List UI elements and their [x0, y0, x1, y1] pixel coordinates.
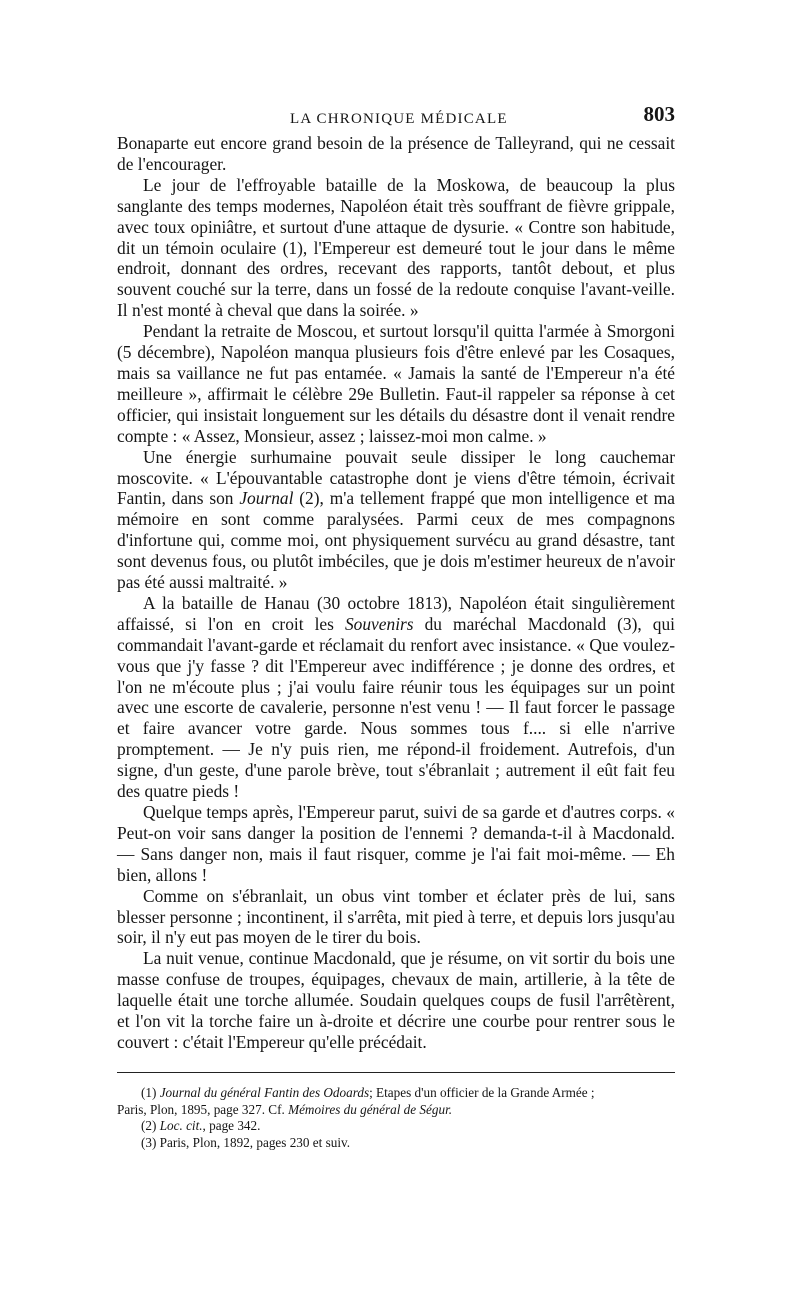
- running-head: [117, 102, 675, 132]
- footnote-text: , page 342.: [202, 1118, 261, 1134]
- running-title: LA CHRONIQUE MÉDICALE: [290, 111, 508, 127]
- paragraph: Pendant la retraite de Moscou, et surtout lorsqu'il quitta l'armée à Smorgoni (5 décembre), Napoléon manqua plusieurs fois d'être enlevé par les Cosaques, mais sa vaillance ne fut pas entamée. « Jamais la santé de l'Empereur n'a été meilleure », affirmait le célèbre 29e Bulletin. Faut-il rappeler sa réponse à cet officier, qui insistait longuement sur les détails du désastre dont il venait rendre compte : « Assez, Monsieur, assez ; laissez-moi mon calme. »: [117, 321, 675, 446]
- footnote-1: [117, 1085, 675, 1102]
- paragraph: [117, 593, 675, 802]
- paragraph: Bonaparte eut encore grand besoin de la présence de Talleyrand, qui ne cessait de l'encourager.: [117, 133, 675, 174]
- paragraph-text: A la bataille de Hanau (30 octobre 1813), Napoléon était singulièrement affaissé, si l'on en croit les: [117, 592, 675, 634]
- paragraph: Quelque temps après, l'Empereur parut, suivi de sa garde et d'autres corps. « Peut-on voir sans danger la position de l'ennemi ? demanda-t-il à Macdonald. — Sans danger non, mais il faut risquer, comme je l'ai fait moi-même. — Eh bien, allons !: [117, 802, 675, 885]
- footnotes: [117, 1085, 675, 1151]
- journal-title: Journal: [239, 488, 294, 509]
- paragraph: [117, 447, 675, 593]
- body-text: [117, 133, 675, 1053]
- paragraph-text: du maréchal Macdonald (3), qui commandait l'avant-garde et réclamait du renfort avec insistance. « Que voulez-vous que j'y fasse ? dit l'Empereur avec indifférence ; je donne des ordres, et l'on ne m'écoute plus ; j'ai voulu faire réunir tous les équipages sur un point avec une escorte de cavalerie, personne n'est venu ! — Il faut forcer le passage et faire avancer votre garde. Nous sommes tous f.... si elle n'arrive promptement. — Je n'y puis rien, me répond-il froidement. Autrefois, d'un signe, d'un geste, d'une parole brève, tout s'ébranlait ; autrement il eût fait feu des quatre pieds !: [117, 613, 675, 802]
- footnote-title: Loc. cit.: [159, 1118, 203, 1134]
- footnote-2: [117, 1118, 675, 1135]
- footnote-divider: [117, 1072, 675, 1073]
- footnote-title: Journal du général Fantin des Odoards: [159, 1085, 370, 1100]
- footnote-3: (3) Paris, Plon, 1892, pages 230 et suiv.: [141, 1134, 351, 1150]
- footnote-text: Paris, Plon, 1895, page 327. Cf.: [117, 1101, 289, 1117]
- souvenirs-title: Souvenirs: [344, 613, 414, 634]
- footnote-1-continued: [117, 1102, 675, 1119]
- footnote-title: Mémoires du général de Ségur.: [288, 1101, 453, 1117]
- page-number: 803: [643, 102, 675, 126]
- paragraph: Le jour de l'effroyable bataille de la Moskowa, de beaucoup la plus sanglante des temps modernes, Napoléon était très souffrant de fièvre grippale, avec toux opiniâtre, et surtout d'une attaque de dysurie. « Contre son habitude, dit un témoin oculaire (1), l'Empereur est demeuré tout le jour dans le même endroit, donnant des ordres, recevant des rapports, tantôt debout, et plus souvent couché sur la terre, dans un fossé de la redoute conquise l'avant-veille. Il n'est monté à cheval que dans la soirée. »: [117, 174, 675, 321]
- footnote-number: (2): [141, 1118, 157, 1134]
- paragraph-text: (2), m'a tellement frappé que mon intelligence et ma mémoire en sont comme paralysées. Parmi ceux de mes compagnons d'infortune qui, comme moi, ont physiquement survécu au grand désastre, tant sont devenus fous, ou plutôt imbéciles, que je dois m'estimer heureux de n'avoir pas été aussi maltraité. »: [117, 488, 675, 593]
- paragraph: La nuit venue, continue Macdonald, que je résume, on vit sortir du bois une masse confuse de troupes, équipages, chevaux de main, artillerie, à la tête de laquelle était une torche allumée. Soudain quelques coups de fusil l'arrêtèrent, et l'on vit la torche faire un à-droite et décrire une courbe pour rentrer sous le couvert : c'était l'Empereur qu'elle précédait.: [117, 948, 675, 1052]
- footnote-text: ; Etapes d'un officier de la Grande Armée ;: [369, 1085, 595, 1100]
- paragraph: Comme on s'ébranlait, un obus vint tomber et éclater près de lui, sans blesser personne ; incontinent, il s'arrêta, mit pied à terre, et depuis lors jusqu'au soir, il n'y eut pas moyen de le tirer du bois.: [117, 885, 675, 948]
- paragraph-text: Une énergie surhumaine pouvait seule dissiper le long cauchemar moscovite. « L'épouvantable catastrophe dont je viens d'être témoin, écrivait Fantin, dans son: [117, 446, 675, 509]
- footnote-number: (1): [141, 1085, 157, 1100]
